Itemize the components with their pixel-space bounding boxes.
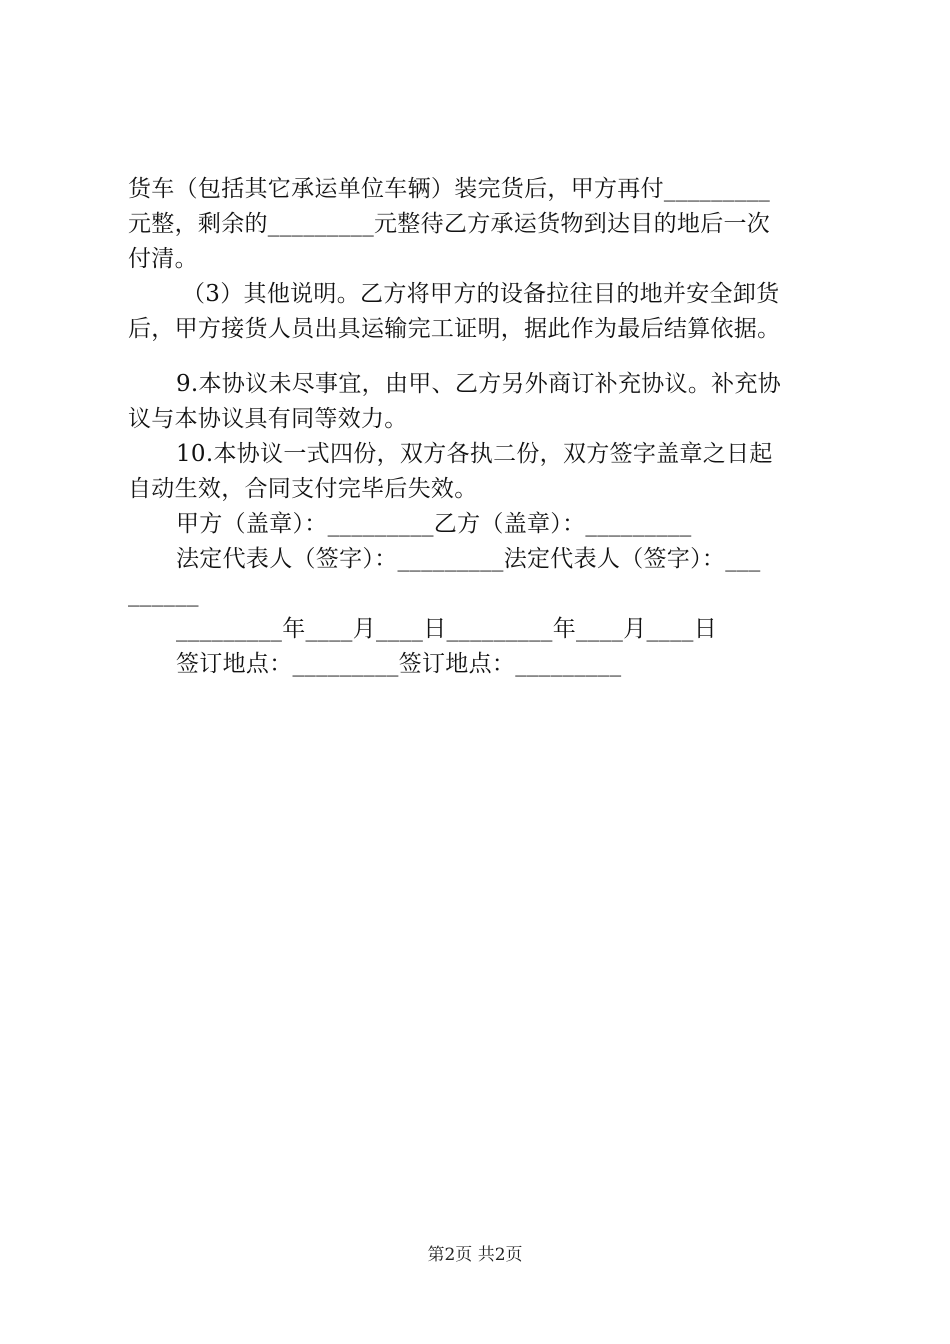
paragraph-gap	[128, 347, 838, 367]
representative-line-continued: ______	[128, 581, 199, 607]
representative-line: 法定代表人（签字）：_________法定代表人（签字）：___	[176, 546, 761, 572]
paragraph-line: 后，甲方接货人员出具运输完工证明，据此作为最后结算依据。	[128, 316, 781, 342]
clause-10-line: 自动生效，合同支付完毕后失效。	[128, 476, 478, 502]
page-number: 第2页 共2页	[427, 1245, 523, 1265]
paragraph-line: 货车（包括其它承运单位车辆）装完货后，甲方再付_________	[128, 176, 771, 202]
paragraph-line: 付清。	[128, 246, 198, 272]
date-line: _________年____月____日_________年____月____日	[176, 616, 717, 642]
clause-9-line: 议与本协议具有同等效力。	[128, 406, 408, 432]
paragraph-line: 元整，剩余的_________元整待乙方承运货物到达目的地后一次	[128, 211, 771, 237]
document-body	[128, 172, 838, 682]
location-line: 签订地点：_________签订地点：_________	[176, 651, 622, 677]
clause-9-line: 9.本协议未尽事宜，由甲、乙方另外商订补充协议。补充协	[176, 371, 782, 397]
seal-line: 甲方（盖章）：_________乙方（盖章）：_________	[176, 511, 692, 537]
paragraph-line: （3）其他说明。乙方将甲方的设备拉往目的地并安全卸货	[182, 281, 780, 307]
clause-10-line: 10.本协议一式四份，双方各执二份，双方签字盖章之日起	[176, 441, 773, 467]
